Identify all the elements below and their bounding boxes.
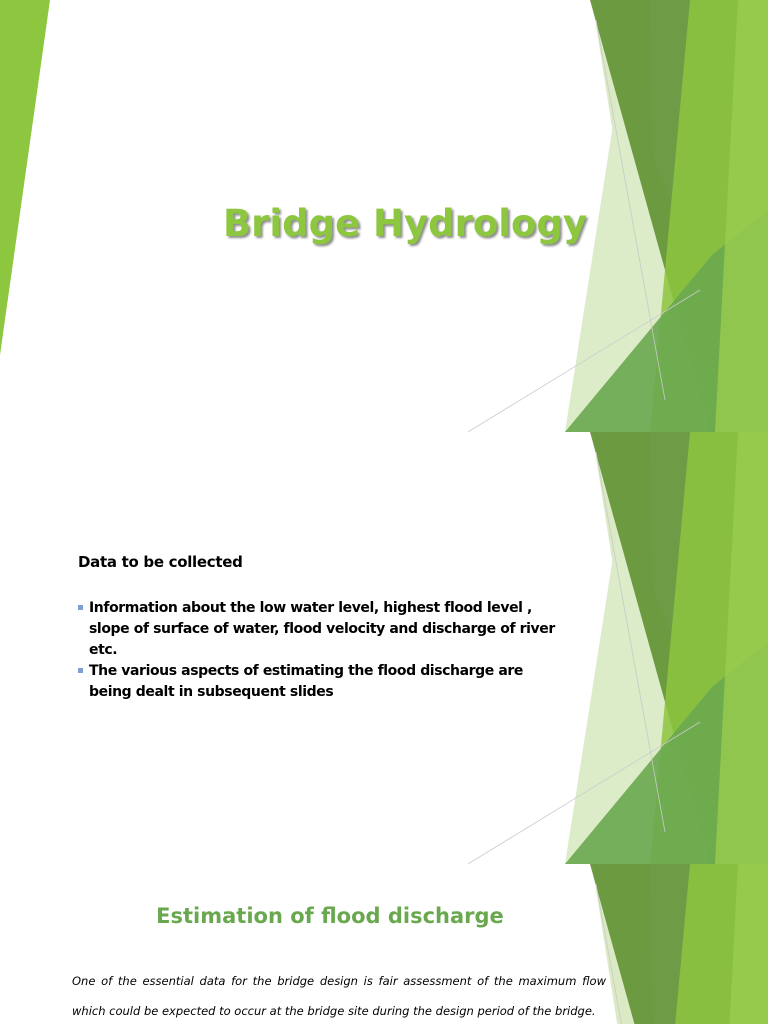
slide-flood-discharge xyxy=(0,864,768,1024)
slide-paragraph: One of the essential data for the bridge design is fair assessment of the maximum flow which could be expected to occur at the bridge site during the design period of the bridge. xyxy=(72,974,606,1018)
bullet-item xyxy=(76,661,566,703)
bullet-list xyxy=(76,598,566,703)
slide-heading: Data to be collected xyxy=(78,553,243,571)
square-bullet-icon xyxy=(78,668,83,673)
bullet-text: Information about the low water level, highest flood level , slope of surface of water, flood velocity and discharge of river etc. xyxy=(89,600,555,658)
bullet-text: The various aspects of estimating the flood discharge are being dealt in subsequent slides xyxy=(89,663,523,700)
square-bullet-icon xyxy=(78,605,83,610)
bullet-item xyxy=(76,598,566,661)
slide-title-text: Bridge Hydrology xyxy=(222,202,588,245)
left-accent-triangle xyxy=(0,0,50,355)
slide-title xyxy=(0,0,768,432)
slide-data-collection xyxy=(0,432,768,864)
slide-title-text: Estimation of flood discharge xyxy=(156,904,504,928)
